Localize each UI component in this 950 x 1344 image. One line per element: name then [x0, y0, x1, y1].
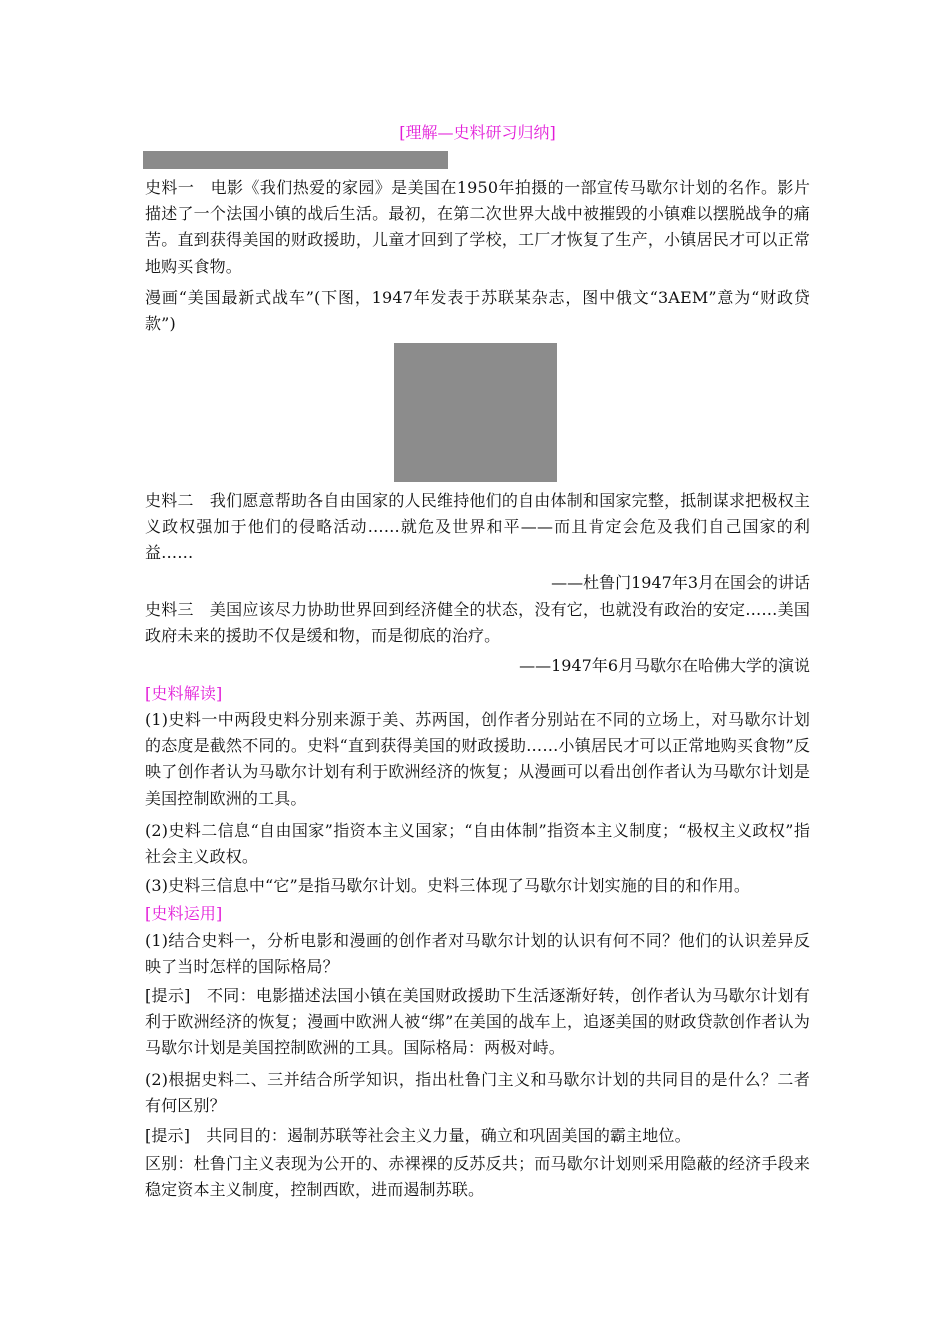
interpretation-item-1: (1)史料一中两段史料分别来源于美、苏两国，创作者分别站在不同的立场上，对马歇尔计划的态度是截然不同的。史料“直到获得美国的财政援助……小镇居民才可以正常地购买食物”反映了创作者认为马歇尔计划有利于欧洲经济的恢复；从漫画可以看出创作者认为马歇尔计划是美国控制欧洲的工具。 [145, 710, 810, 808]
application-hint-1: [提示] 不同：电影描述法国小镇在美国财政援助下生活逐渐好转，创作者认为马歇尔计划有利于欧洲经济的恢复；漫画中欧洲人被“绑”在美国的战车上，追逐美国的财政贷款创作者认为马歇尔计划是美国控制欧洲的工具。国际格局：两极对峙。 [145, 986, 810, 1058]
cartoon-image [394, 343, 557, 482]
application-difference: 区别：杜鲁门主义表现为公开的、赤裸裸的反苏反共；而马歇尔计划则采用隐蔽的经济手段来稳定资本主义制度，控制西欧，进而遏制苏联。 [145, 1154, 810, 1200]
application-heading: [史料运用] [145, 904, 223, 923]
cartoon-caption: 漫画“美国最新式战车”(下图，1947年发表于苏联某杂志，图中俄文“3AEM”意为“财政贷款”) [145, 288, 810, 334]
material-2-source: ——杜鲁门1947年3月在国会的讲话 [551, 573, 810, 592]
section-title: [理解—史料研习归纳] [399, 123, 556, 142]
material-3-text: 史料三 美国应该尽力协助世界回到经济健全的状态，没有它，也就没有政治的安定……美国政府未来的援助不仅是缓和物，而是彻底的治疗。 [145, 600, 810, 646]
material-2-text: 史料二 我们愿意帮助各自由国家的人民维持他们的自由体制和国家完整，抵制谋求把极权主义政权强加于他们的侵略活动……就危及世界和平——而且肯定会危及我们自己国家的利益…… [145, 491, 810, 563]
redacted-bar [143, 151, 448, 169]
interpretation-heading: [史料解读] [145, 684, 223, 703]
application-question-1: (1)结合史料一，分析电影和漫画的创作者对马歇尔计划的认识有何不同？他们的认识差异反映了当时怎样的国际格局？ [145, 931, 810, 977]
interpretation-item-2: (2)史料二信息“自由国家”指资本主义国家；“自由体制”指资本主义制度；“极权主义政权”指社会主义政权。 [145, 821, 810, 867]
application-question-2: (2)根据史料二、三并结合所学知识，指出杜鲁门主义和马歇尔计划的共同目的是什么？二者有何区别？ [145, 1070, 810, 1116]
interpretation-item-3: (3)史料三信息中“它”是指马歇尔计划。史料三体现了马歇尔计划实施的目的和作用。 [145, 876, 751, 895]
application-hint-2: [提示] 共同目的：遏制苏联等社会主义力量，确立和巩固美国的霸主地位。 [145, 1126, 691, 1145]
material-3-source: ——1947年6月马歇尔在哈佛大学的演说 [519, 656, 810, 675]
material-1-text: 史料一 电影《我们热爱的家园》是美国在1950年拍摄的一部宣传马歇尔计划的名作。影片描述了一个法国小镇的战后生活。最初，在第二次世界大战中被摧毁的小镇难以摆脱战争的痛苦。直到获得美国的财政援助，儿童才回到了学校，工厂才恢复了生产，小镇居民才可以正常地购买食物。 [145, 178, 810, 276]
